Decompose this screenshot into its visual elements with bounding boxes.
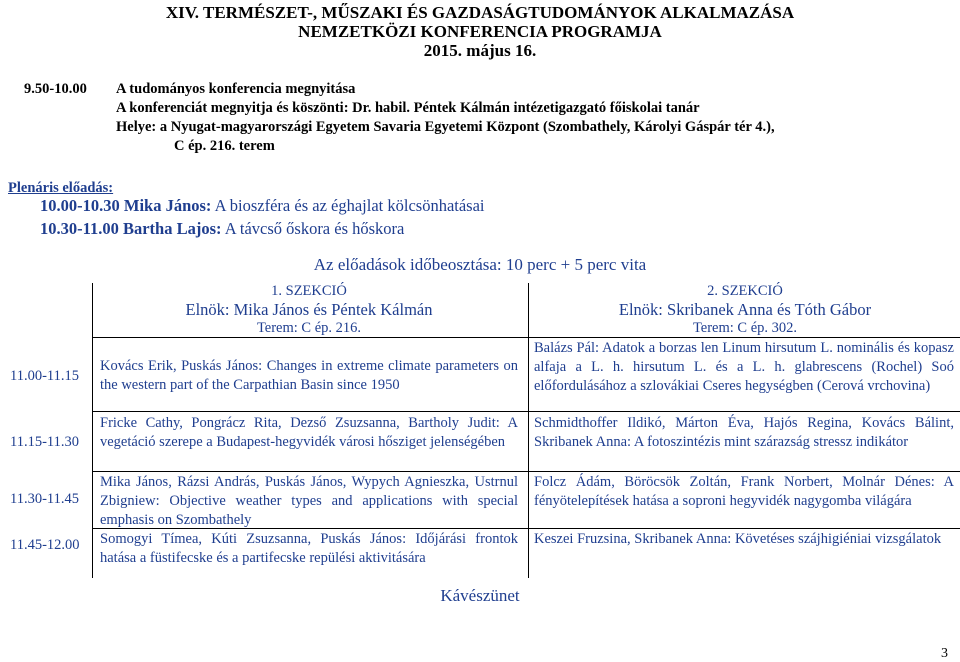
talk-authors: Schmidthoffer Ildikó, Márton Éva, Hajós Regina, Kovács Bálint, Skribanek Anna: — [534, 415, 954, 450]
opening-line: C ép. 216. terem — [174, 138, 275, 154]
table-divider — [92, 471, 960, 472]
talk-title: A vegetáció szerepe a Budapest-hegyvidék városi hősziget jelenségében — [100, 415, 519, 450]
table-row — [534, 473, 954, 511]
plenary-topic: A bioszféra és az éghajlat kölcsönhatásai — [214, 196, 485, 215]
conference-subtitle: NEMZETKÖZI KONFERENCIA PROGRAMJA — [298, 22, 662, 41]
section-1-header — [92, 283, 526, 337]
conference-date: 2015. május 16. — [423, 41, 537, 60]
talk-title: Adatok a borzas len Linum hirsutum L. nominális és kopasz alfaja a L. h. hirsutum L. és a L. h. glabrescens (Rochel) Soó előfordulásához a szlovákiai Cseres hegységben (Cerová vrchovina) — [534, 340, 954, 394]
slot-time: 11.15-11.30 — [10, 434, 80, 450]
talk-authors: Keszei Fruzsina, Skribanek Anna: — [534, 531, 732, 547]
section-number: 1. SZEKCIÓ — [271, 283, 347, 299]
talk-title: A fényötelepítések hatása a soproni hegyvidék nagygomba világára — [534, 474, 954, 509]
table-divider — [92, 411, 960, 412]
opening-line: Helye: a Nyugat-magyarországi Egyetem Savaria Egyetemi Központ (Szombathely, Károlyi Gáspár tér 4.), — [116, 119, 775, 135]
talk-title: Követéses szájhigiéniai vizsgálatok — [731, 531, 942, 547]
section-2-header — [530, 283, 960, 337]
plenary-time: 10.00-10.30 — [40, 196, 120, 215]
section-room: Terem: C ép. 302. — [692, 320, 798, 336]
table-divider — [528, 283, 529, 578]
opening-time: 9.50-10.00 — [24, 81, 87, 97]
section-chair: Elnök: Skribanek Anna és Tóth Gábor — [618, 300, 872, 319]
talk-authors: Fricke Cathy, Pongrácz Rita, Dezső Zsuzsanna, Bartholy Judit: — [100, 415, 500, 431]
plenary-time: 10.30-11.00 — [40, 219, 119, 238]
plenary-speaker: Mika János: — [123, 196, 212, 215]
opening-line: A konferenciát megnyitja és köszönti: Dr. habil. Péntek Kálmán intézetigazgató főiskolai tanár — [116, 100, 700, 116]
opening-line: A tudományos konferencia megnyitása — [116, 81, 356, 97]
plenary-speaker: Bartha Lajos: — [122, 219, 222, 238]
conference-title: XIV. TERMÉSZET-, MŰSZAKI ÉS GAZDASÁGTUDOMÁNYOK ALKALMAZÁSA — [165, 3, 795, 22]
timing-value: 10 perc + 5 perc vita — [505, 255, 647, 274]
talk-authors: Folcz Ádám, Böröcsök Zoltán, Frank Norbert, Molnár Dénes: — [534, 474, 935, 490]
talk-authors: Mika János, Rázsi András, Puskás János, Wypych Agnieszka, Ustrnul Zbigniew: — [100, 474, 518, 509]
table-row — [534, 414, 954, 452]
slot-time: 11.00-11.15 — [10, 368, 80, 384]
talk-authors: Somogyi Tímea, Kúti Zsuzsanna, Puskás János: — [100, 531, 407, 547]
table-divider — [92, 337, 960, 338]
slot-time: 11.45-12.00 — [10, 537, 80, 553]
section-chair: Elnök: Mika János és Péntek Kálmán — [185, 300, 433, 319]
plenary-talk — [40, 196, 485, 216]
plenary-talk — [40, 219, 404, 239]
table-row — [534, 530, 954, 549]
talk-title: Időjárási frontok hatása a füstifecske és a partifecske repülési aktivitására — [100, 531, 518, 566]
timing-note — [0, 255, 960, 275]
table-row — [534, 339, 954, 396]
talk-authors: Balázs Pál: — [534, 340, 600, 356]
slot-time: 11.30-11.45 — [10, 491, 80, 507]
plenary-title: Plenáris előadás: — [8, 180, 114, 196]
timing-label: Az előadások időbeosztása: — [313, 255, 502, 274]
section-room: Terem: C ép. 216. — [256, 320, 362, 336]
talk-title: Objective weather types and applications with special emphasis on Szombathely — [100, 493, 518, 528]
talk-title: Changes in extreme climate parameters on the western part of the Carpathian Basin since 1950 — [100, 358, 518, 393]
table-row — [100, 357, 518, 395]
talk-title: A fotoszintézis mint szárazság stressz indikátor — [631, 434, 909, 450]
page-number: 3 — [941, 646, 948, 661]
plenary-topic: A távcső őskora és hőskora — [224, 219, 405, 238]
table-row — [100, 414, 518, 452]
table-row — [100, 530, 518, 568]
coffee-break-label: Kávészünet — [440, 586, 520, 605]
table-row — [100, 473, 518, 530]
section-number: 2. SZEKCIÓ — [707, 283, 783, 299]
talk-authors: Kovács Erik, Puskás János: — [100, 358, 263, 374]
table-divider — [92, 283, 93, 578]
